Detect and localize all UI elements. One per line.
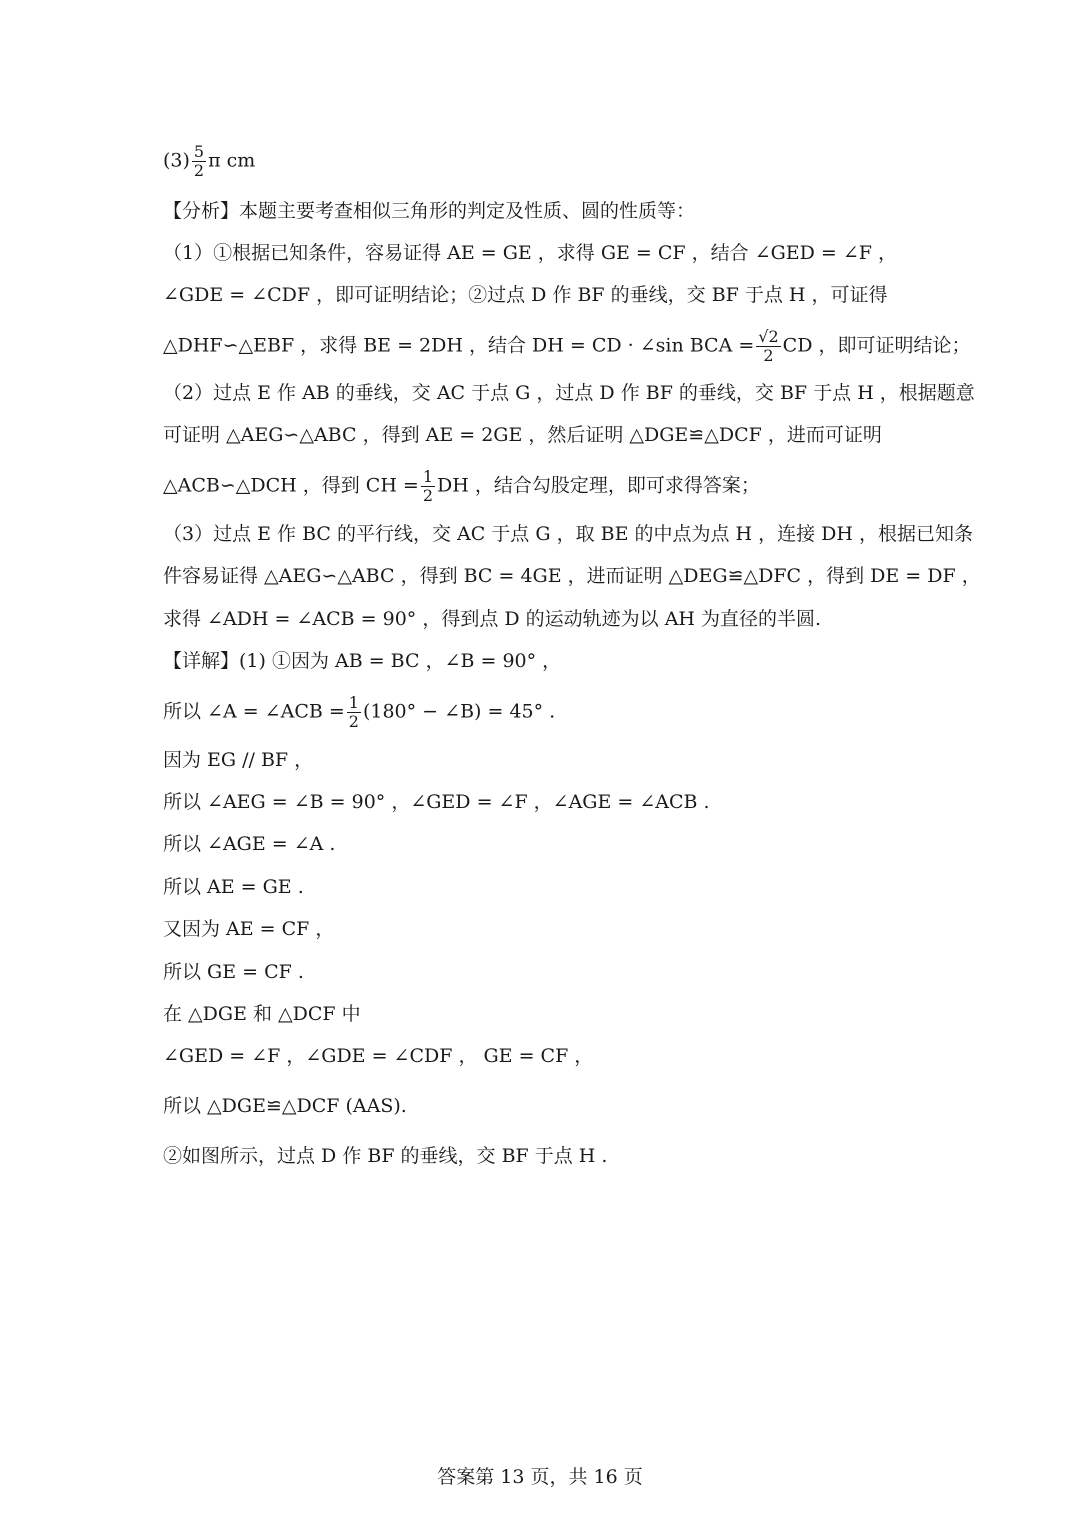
detail-line: 因为 EG // BF ， (163, 749, 314, 771)
analysis-line: ∠GDE = ∠CDF ，即可证明结论；②过点 D 作 BF 的垂线，交 BF 于点 H ，可证得 (163, 284, 888, 306)
analysis-line: 可证明 △AEG∽△ABC ，得到 AE = 2GE ，然后证明 △DGE≌△DCF ，进而可证明 (163, 424, 882, 446)
detail-line: 所以 AE = GE . (163, 876, 304, 898)
fraction: $\frac{√2}{2}$ (758, 327, 779, 365)
detail-line: 所以 ∠AEG = ∠B = 90° ，∠GED = ∠F ，∠AGE = ∠ACB . (163, 791, 710, 813)
analysis-title: 【分析】本题主要考查相似三角形的判定及性质、圆的性质等： (163, 200, 696, 222)
detail-line: 所以 ∠A = ∠ACB = $\frac{1}{2}$ (180° − ∠B) = 45° . (163, 693, 556, 731)
analysis-line: （2）过点 E 作 AB 的垂线，交 AC 于点 G ，过点 D 作 BF 的垂线，交 BF 于点 H ，根据题意 (163, 382, 975, 404)
page-footer: 答案第 13 页，共 16 页 (437, 1466, 643, 1488)
detail-line: ②如图所示，过点 D 作 BF 的垂线，交 BF 于点 H . (163, 1145, 608, 1167)
answer-part3 (163, 143, 950, 180)
fraction: $\frac{1}{2}$ (348, 693, 359, 731)
analysis-line: △DHF∽△EBF ，求得 BE = 2DH ，结合 DH = CD · ∠sin BCA = $\frac{√2}{2}$ CD ，即可证明结论； (163, 327, 971, 365)
analysis-line: 件容易证得 △AEG∽△ABC ，得到 BC = 4GE ，进而证明 △DEG≌△DFC ，得到 DE = DF ， (163, 565, 981, 587)
answer-prefix: (3) (163, 149, 190, 172)
detail-line: 又因为 AE = CF ， (163, 918, 335, 940)
answer-unit: π cm (208, 149, 256, 172)
detail-line: 【详解】(1) ①因为 AB = BC ，∠B = 90° ， (163, 650, 562, 672)
analysis-line: 求得 ∠ADH = ∠ACB = 90° ，得到点 D 的运动轨迹为以 AH 为直径的半圆. (163, 608, 822, 630)
detail-line: ∠GED = ∠F ，∠GDE = ∠CDF ， GE = CF ， (163, 1045, 594, 1067)
detail-line: 所以 GE = CF . (163, 961, 304, 983)
detail-line: 所以 △DGE≌△DCF (AAS). (163, 1095, 407, 1117)
fraction: $\frac{5}{2}$ (193, 142, 205, 180)
detail-line: 在 △DGE 和 △DCF 中 (163, 1003, 361, 1025)
analysis-line: △ACB∽△DCH ，得到 CH = $\frac{1}{2}$ DH ，结合勾股定理，即可求得答案； (163, 467, 760, 505)
detail-line: 所以 ∠AGE = ∠A . (163, 833, 336, 855)
analysis-line: （1）①根据已知条件，容易证得 AE = GE ，求得 GE = CF ，结合 ∠GED = ∠F ， (163, 242, 898, 264)
analysis-line: （3）过点 E 作 BC 的平行线，交 AC 于点 G ，取 BE 的中点为点 H ，连接 DH ，根据已知条 (163, 523, 974, 545)
fraction: $\frac{1}{2}$ (422, 467, 434, 505)
